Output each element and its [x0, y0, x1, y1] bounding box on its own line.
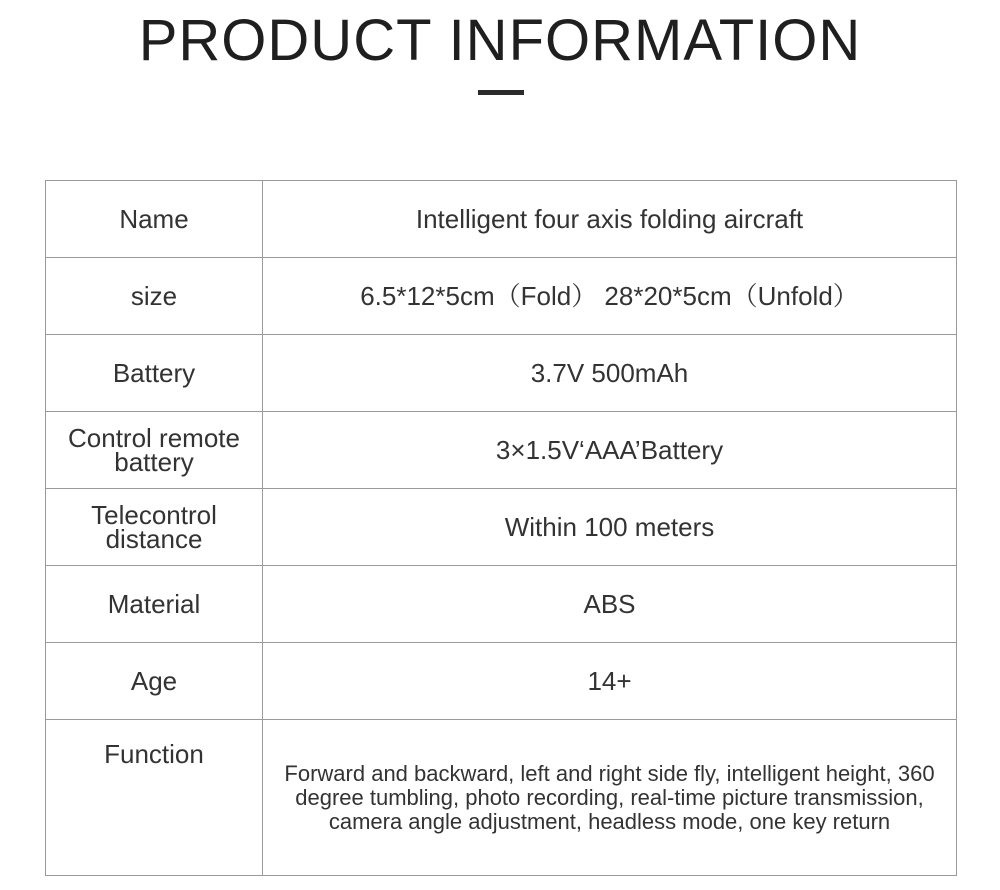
row-value: 3.7V 500mAh	[263, 335, 957, 412]
table-row-age	[46, 643, 957, 720]
row-label: Name	[46, 181, 263, 258]
row-value: ABS	[263, 566, 957, 643]
row-label: size	[46, 258, 263, 335]
table-row-material	[46, 566, 957, 643]
row-value: Intelligent four axis folding aircraft	[263, 181, 957, 258]
row-label: Battery	[46, 335, 263, 412]
row-label: Material	[46, 566, 263, 643]
table-row-control-remote-battery	[46, 412, 957, 489]
spec-table	[45, 180, 957, 876]
row-value: Within 100 meters	[263, 489, 957, 566]
table-row-name	[46, 181, 957, 258]
row-label: Control remote battery	[46, 412, 263, 489]
row-value: Forward and backward, left and right side fly, intelligent height, 360 degree tumbling, photo recording, real-time picture transmission, camera angle adjustment, headless mode, one key return	[263, 720, 957, 876]
row-label: Age	[46, 643, 263, 720]
page-title: PRODUCT INFORMATION	[138, 8, 862, 73]
title-underline	[478, 90, 524, 95]
row-value: 6.5*12*5cm（Fold） 28*20*5cm（Unfold）	[263, 258, 957, 335]
row-value: 3×1.5V‘AAA’Battery	[263, 412, 957, 489]
table-row-size	[46, 258, 957, 335]
table-row-function	[46, 720, 957, 876]
row-label: Function	[46, 720, 263, 876]
row-label: Telecontrol distance	[46, 489, 263, 566]
table-row-battery	[46, 335, 957, 412]
table-row-telecontrol-distance	[46, 489, 957, 566]
row-value: 14+	[263, 643, 957, 720]
